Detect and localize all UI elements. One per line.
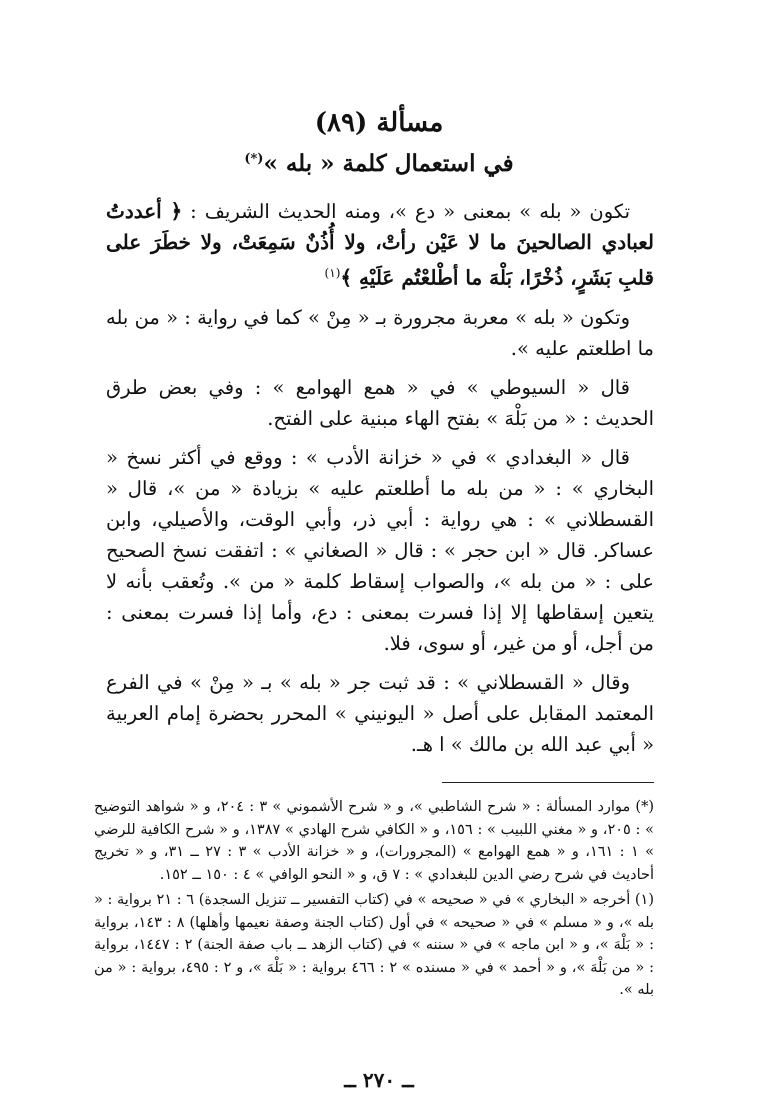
page-number: ــ ٢٧٠ ــ: [344, 1068, 414, 1092]
paragraph-1: [106, 196, 654, 294]
paragraph-2: وتكون « بله » معربة مجرورة بـ « مِنْ » كما في رواية : « من بله ما اطلعتم عليه ».: [106, 305, 654, 360]
hadith-quote: ﴿ أعددتُ لعبادي الصالحينَ ما لا عَيْن رأتْ، ولا أُذُنٌ سَمِعَتْ، ولا خطَرَ على قلبِ بَشَرٍ، ذُخْرًا، بَلْهَ ما أطْلعْتُم عَلَيْهِ ﴾: [106, 199, 654, 290]
subtitle-footnote-marker: (*): [244, 151, 264, 167]
paragraph-3: قال « السيوطي » في « همع الهوامع » : وفي بعض طرق الحديث : « من بَلْهَ » بفتح الهاء مبنية على الفتح.: [106, 375, 654, 430]
paragraph-5: وقال « القسطلاني » : قد ثبت جر « بله » بـ « مِنْ » في الفرع المعتمد المقابل على أصل « اليونيني » المحرر بحضرة إمام العربية « أبي عبد الله بن مالك » ا هـ.: [106, 670, 654, 756]
subtitle-text: في استعمال كلمة « بله »: [263, 150, 514, 177]
footnote-sources: (*) موارد المسألة : « شرح الشاطبي »، و « شرح الأشموني » ٣ : ٢٠٤، و « شواهد التوضيح » : ٢٠٥، و « مغني اللبيب » : ١٥٦، و « الكافي شرح الهادي » ١٣٨٧، و « شرح الكافية للرضي » ١ : ١٦١، و « همع الهوامع » (المجرورات)، و « خزانة الأدب » ٣ : ٢٧ ــ ٣١، و « تخريج أحاديث في شرح رضي الدين للبغدادي » : ٧ ق، و « النحو الوافي » ٤ : ١٥٠ ــ ١٥٢.: [94, 799, 655, 883]
page-subtitle: [0, 150, 758, 177]
footnotes: [94, 796, 654, 1005]
paragraph-1-intro: تكون « بله » بمعنى « دع »، ومنه الحديث الشريف :: [190, 200, 631, 223]
page-title: مسألة (٨٩): [314, 108, 444, 138]
footnote-separator: [442, 782, 654, 783]
footnote-1: (١) أخرجه « البخاري » في « صحيحه » في (كتاب التفسير ــ تنزيل السجدة) ٦ : ٢١ برواية : « بله »، و « مسلم » في « صحيحه » في أول (كتاب الجنة وصفة نعيمها وأهلها) ٨ : ١٤٣، برواية : « بَلْهَ »، و « ابن ماجه » في « سننه » في (كتاب الزهد ــ باب صفة الجنة) ٢ : ١٤٤٧، برواية : « من بَلْهَ »، و « أحمد » في « مسنده » ٢ : ٤٦٦ برواية : « بَلْهَ »، و ٢ : ٤٩٥، برواية : « من بله ».: [94, 892, 655, 998]
footnote-ref-1: (١): [324, 266, 341, 280]
paragraph-4: قال « البغدادي » في « خزانة الأدب » : ووقع في أكثر نسخ « البخاري » : « من بله ما أطلعتم عليه » بزيادة « من »، قال « القسطلاني » : هي رواية : أبي ذر، وأبي الوقت، والأصيلي، وابن عساكر. قال « ابن حجر » : قال « الصغاني » : اتفقت نسخ الصحيح على : « من بله »، والصواب إسقاط كلمة « من ». وتُعقب بأنه لا يتعين إسقاطها إلا إذا فسرت بمعنى : دع، وأما إذا فسرت بمعنى : من أجل، أو من غير، أو سوى، فلا.: [106, 445, 654, 655]
body-text: [106, 196, 654, 768]
